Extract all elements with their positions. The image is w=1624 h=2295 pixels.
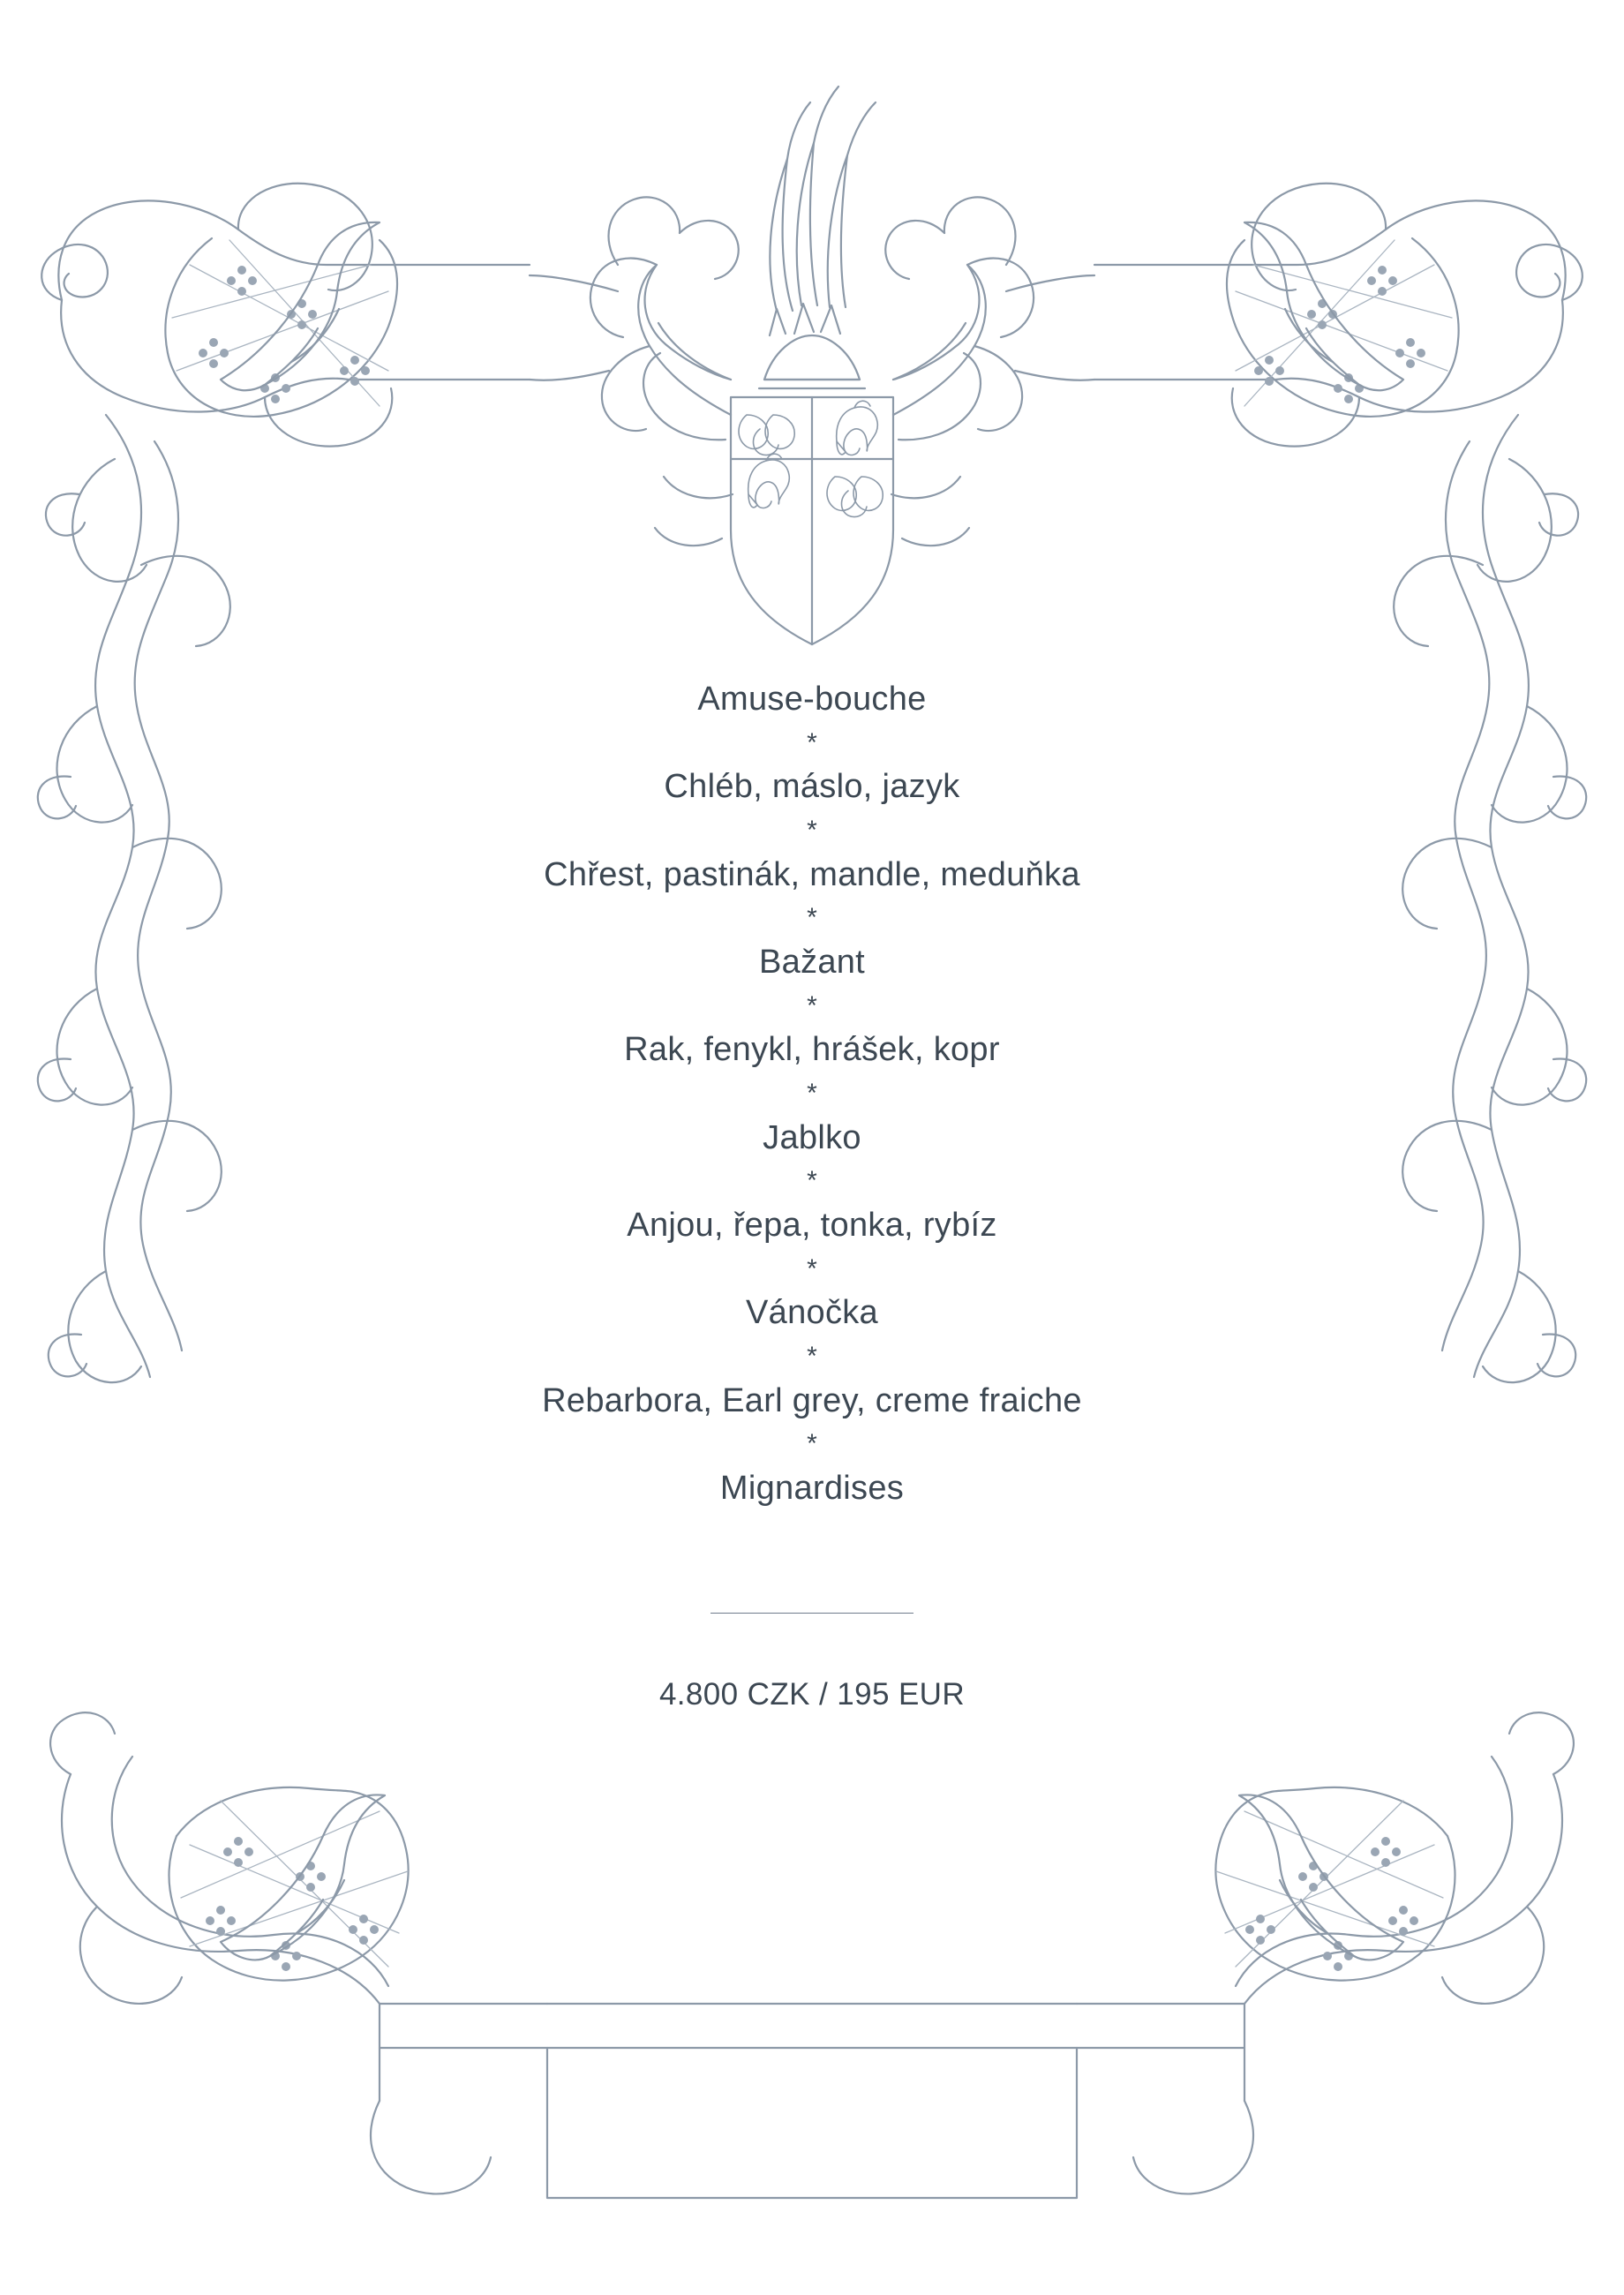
- course-item: Anjou, řepa, tonka, rybíz: [627, 1206, 997, 1244]
- course-item: Chřest, pastinák, mandle, meduňka: [544, 855, 1080, 893]
- course-item: Chléb, máslo, jazyk: [664, 768, 960, 806]
- course-separator: *: [807, 1253, 817, 1283]
- course-separator: *: [807, 990, 817, 1020]
- course-separator: *: [807, 1079, 817, 1109]
- course-item: Amuse-bouche: [697, 681, 927, 718]
- course-item: Bažant: [758, 943, 866, 981]
- course-separator: *: [807, 727, 817, 757]
- menu-price: 4.800 CZK / 195 EUR: [658, 1676, 966, 1712]
- course-separator: *: [807, 903, 817, 933]
- course-item: Rebarbora, Earl grey, creme fraiche: [542, 1381, 1082, 1419]
- heraldic-crest-graphic: [530, 87, 1094, 644]
- course-separator: *: [807, 1166, 817, 1196]
- menu-course-list: [282, 680, 1342, 1712]
- price-divider: [710, 1613, 914, 1614]
- course-separator: *: [807, 816, 817, 846]
- course-separator: *: [807, 1342, 817, 1372]
- course-item: Jablko: [763, 1118, 861, 1156]
- course-item: Mignardises: [719, 1469, 905, 1507]
- course-item: Rak, fenykl, hrášek, kopr: [624, 1031, 1000, 1069]
- course-item: Vánočka: [746, 1294, 878, 1332]
- course-separator: *: [807, 1429, 817, 1459]
